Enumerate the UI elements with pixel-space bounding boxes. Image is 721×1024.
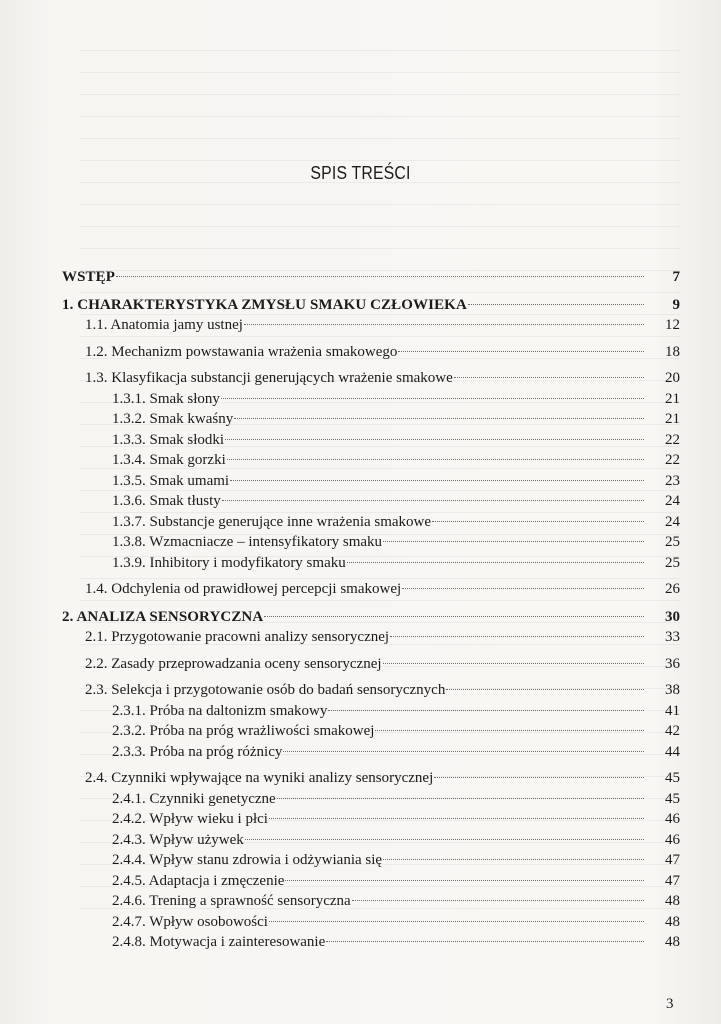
toc-entry-label: 1.3.1. Smak słony [112,390,220,407]
toc-subsection [62,871,680,892]
toc-section [62,579,680,600]
toc-entry-page: 9 [672,296,680,313]
toc-entry-page: 24 [665,493,680,509]
toc-entry-label: 2.4.4. Wpływ stanu zdrowia i odżywiania się [112,852,383,868]
toc-subsection [62,450,680,471]
toc-entry-label: 1.3.4. Smak gorzki [112,452,226,468]
toc-subsection [62,389,680,410]
toc-entry-label: 1.4. Odchylenia od prawidłowej percepcji smakowej [85,581,402,597]
dot-leader [221,398,644,399]
toc-subsection [62,491,680,512]
toc-entry-page: 22 [665,452,680,468]
toc-section [62,315,680,336]
toc-entry-label: 2.3.3. Próba na próg różnicy [112,743,283,760]
toc-entry-label: 2.4.6. Trening a sprawność sensoryczna [112,893,351,909]
toc-entry-page: 48 [665,934,680,950]
dot-leader [283,751,644,752]
dot-leader [326,941,644,942]
toc-chapter [62,295,680,316]
toc-entry-page: 21 [665,411,680,427]
toc-entry-page: 30 [665,608,680,625]
dot-leader [347,562,644,563]
dot-leader [269,921,644,922]
toc-entry-page: 12 [665,317,680,333]
toc-entry-page: 42 [665,723,680,739]
toc-entry-label: 2.3. Selekcja i przygotowanie osób do badań sensorycznych [85,682,446,698]
toc-entry-label: 1.3.9. Inhibitory i modyfikatory smaku [112,554,346,571]
dot-leader [402,588,644,589]
dot-leader [244,324,644,325]
dot-leader [328,710,644,711]
toc-entry-page: 7 [672,269,680,285]
toc-entry-label: 1.3.2. Smak kwaśny [112,411,234,427]
dot-leader [446,689,644,690]
dot-leader [269,818,644,819]
toc-section [62,680,680,701]
toc-subsection [62,891,680,912]
dot-leader [375,730,644,731]
dot-leader [230,480,644,481]
toc-entry-label: 2.4.2. Wpływ wieku i płci [112,811,268,827]
toc-entry-page: 33 [665,629,680,645]
toc-subsection [62,932,680,953]
toc-entry-page: 45 [665,770,680,786]
toc-subsection [62,789,680,810]
toc-entry-page: 20 [665,370,680,386]
dot-leader [432,521,644,522]
toc-section [62,627,680,648]
toc-entry-label: 2.4. Czynniki wpływające na wyniki analizy sensorycznej [85,770,434,786]
toc-subsection [62,721,680,742]
toc-entry-label: 2.4.3. Wpływ używek [112,831,244,848]
toc-entry-page: 46 [665,811,680,827]
toc-entry-label: 1.3. Klasyfikacja substancji generujących wrażenie smakowe [85,370,453,386]
dot-leader [352,900,644,901]
toc-entry-page: 22 [665,431,680,448]
toc-entry-page: 47 [665,872,680,889]
dot-leader [225,439,644,440]
dot-leader [116,276,644,277]
toc-entry-label: 2.1. Przygotowanie pracowni analizy sensorycznej [85,629,390,645]
toc-entry-page: 38 [665,682,680,698]
dot-leader [222,500,644,501]
toc-entry-page: 47 [665,852,680,868]
toc-subsection [62,701,680,722]
toc-chapter [62,267,680,288]
dot-leader [454,377,644,378]
dot-leader [434,777,644,778]
toc-entry-label: 2.4.5. Adaptacja i zmęczenie [112,872,285,889]
dot-leader [383,663,644,664]
toc-entry-label: 2.4.7. Wpływ osobowości [112,913,268,930]
toc-subsection [62,830,680,851]
page-title: SPIS TREŚCI [310,163,411,183]
toc-entry-label: 2.3.2. Próba na próg wrażliwości smakowej [112,723,375,739]
toc-entry-page: 24 [665,513,680,530]
page-number: 3 [666,996,674,1012]
toc-entry-label: 1. CHARAKTERYSTYKA ZMYSŁU SMAKU CZŁOWIEKA [62,296,467,313]
dot-leader [383,859,644,860]
dot-leader [264,616,644,617]
toc-subsection [62,532,680,553]
toc-subsection [62,809,680,830]
toc-entry-page: 25 [665,534,680,550]
toc-subsection [62,912,680,933]
toc-subsection [62,553,680,574]
toc-entry-page: 25 [665,554,680,571]
toc-entry-label: 2.3.1. Próba na daltonizm smakowy [112,702,328,719]
dot-leader [285,880,644,881]
toc-entry-page: 36 [665,655,680,672]
toc-subsection [62,430,680,451]
toc-entry-label: 2. ANALIZA SENSORYCZNA [62,608,264,625]
toc-entry-page: 23 [665,472,680,489]
toc-subsection [62,471,680,492]
toc-entry-label: 1.1. Anatomia jamy ustnej [85,317,243,333]
table-of-contents [62,260,680,953]
toc-entry-label: 1.3.7. Substancje generujące inne wrażenia smakowe [112,513,432,530]
dot-leader [468,304,644,305]
toc-entry-page: 26 [665,581,680,597]
toc-subsection [62,512,680,533]
toc-entry-page: 21 [665,390,680,407]
toc-entry-label: 2.4.8. Motywacja i zainteresowanie [112,934,326,950]
toc-entry-page: 48 [665,913,680,930]
toc-section [62,654,680,675]
dot-leader [245,839,644,840]
toc-entry-label: 2.4.1. Czynniki genetyczne [112,790,276,807]
toc-entry-page: 44 [665,743,680,760]
toc-subsection [62,850,680,871]
toc-entry-label: 1.2. Mechanizm powstawania wrażenia smakowego [85,343,398,360]
dot-leader [398,351,644,352]
dot-leader [390,636,644,637]
dot-leader [383,541,644,542]
toc-section [62,342,680,363]
toc-subsection [62,742,680,763]
dot-leader [277,798,644,799]
toc-entry-label: 2.2. Zasady przeprowadzania oceny sensorycznej [85,655,382,672]
toc-entry-label: 1.3.3. Smak słodki [112,431,225,448]
toc-subsection [62,409,680,430]
toc-entry-page: 45 [665,790,680,807]
toc-entry-label: WSTĘP [62,269,116,285]
toc-entry-page: 41 [665,702,680,719]
toc-entry-label: 1.3.8. Wzmacniacze – intensyfikatory smaku [112,534,383,550]
toc-entry-page: 48 [665,893,680,909]
dot-leader [227,459,644,460]
toc-chapter [62,607,680,628]
toc-entry-page: 46 [665,831,680,848]
toc-section [62,368,680,389]
toc-section [62,768,680,789]
toc-entry-label: 1.3.6. Smak tłusty [112,493,221,509]
dot-leader [234,418,644,419]
toc-entry-page: 18 [665,343,680,360]
toc-entry-label: 1.3.5. Smak umami [112,472,230,489]
